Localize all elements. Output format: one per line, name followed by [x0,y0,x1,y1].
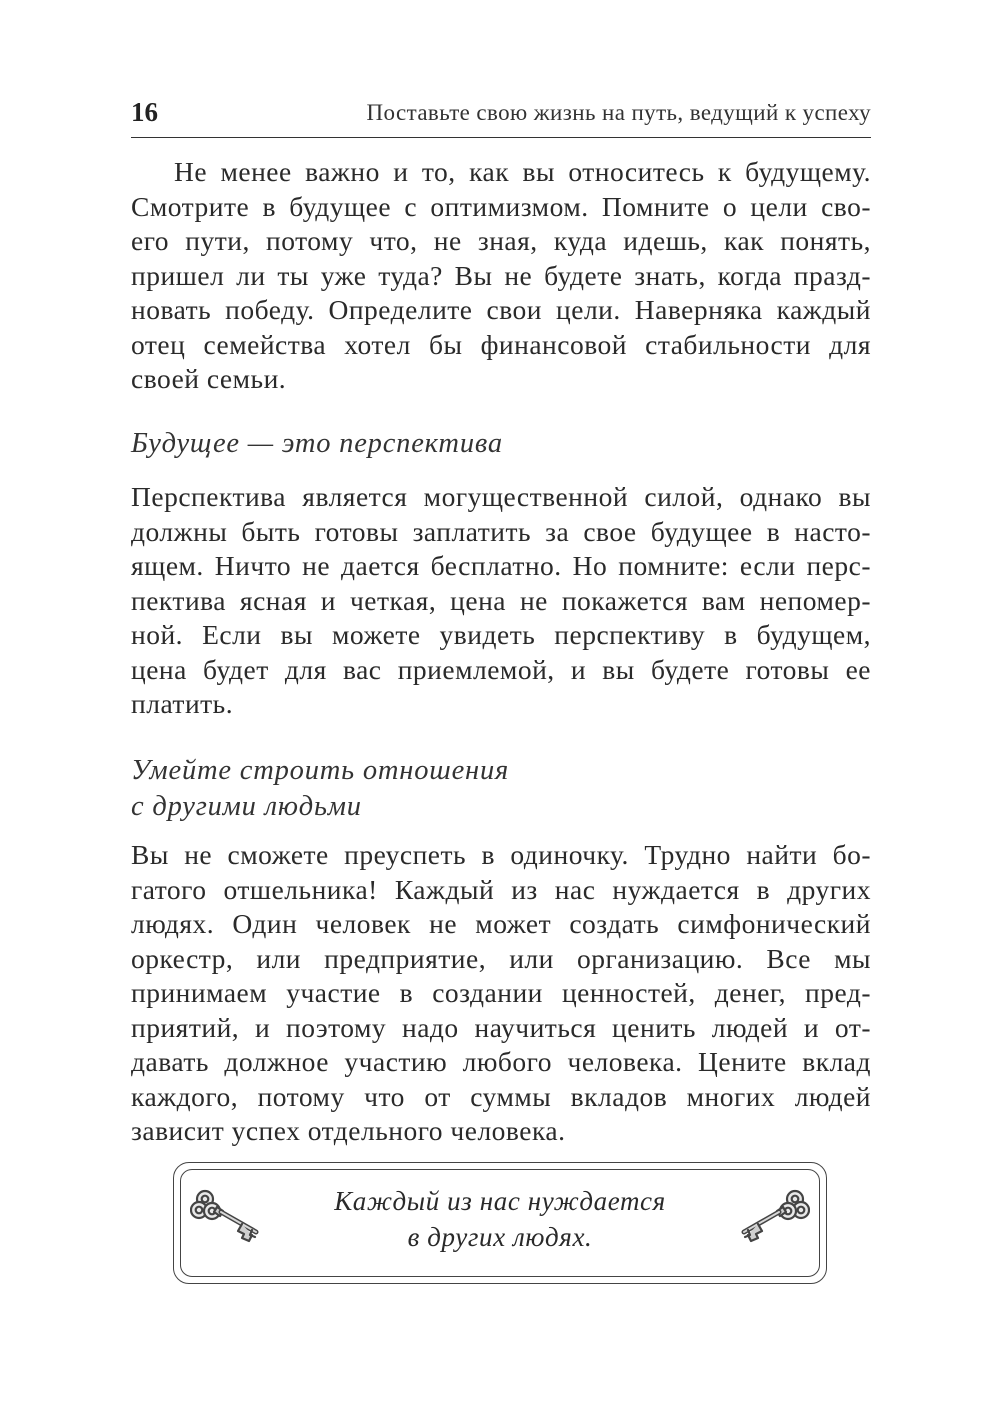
text-line: его пути, потому что, не зная, куда идешь, как понять, [131,225,871,256]
page-header [131,93,871,138]
quote-text [294,1183,706,1255]
paragraph-relationships [131,838,871,1149]
text-line: платить. [131,688,234,719]
text-line: ящем. Ничто не дается бесплатно. Но помните: если перс- [131,550,871,581]
paragraph-future-attitude [131,155,871,397]
key-icon [728,1185,810,1245]
running-title: Поставьте свою жизнь на путь, ведущий к успеху [366,100,871,125]
text-line: новать победу. Определите свои цели. Наверняка каждый [131,294,871,325]
section-heading-perspective: Будущее — это перспектива [131,428,503,459]
quote-line: Каждый из нас нуждается [334,1186,666,1216]
text-line: Перспектива является могущественной силой, однако вы [131,481,871,512]
text-line: людях. Один человек не может создать симфонический [131,908,871,939]
text-line: зависит успех отдельного человека. [131,1115,566,1146]
key-icon [190,1185,272,1245]
paragraph-perspective [131,480,871,722]
text-line: давать должное участию любого человека. Цените вклад [131,1046,871,1077]
text-line: пектива ясная и четкая, цена не покажется вам непомер- [131,584,871,616]
text-line: Вы не сможете преуспеть в одиночку. Трудно найти бо- [131,839,871,870]
text-line: цена будет для вас приемлемой, и вы будете готовы ее [131,653,871,685]
text-line: Смотрите в будущее с оптимизмом. Помните о цели сво- [131,190,871,222]
text-line: приятий, и поэтому надо научиться ценить людей и от- [131,1011,871,1043]
quote-box [173,1162,827,1284]
text-line: пришел ли ты уже туда? Вы не будете знать, когда празд- [131,259,871,291]
text-line: оркестр, или предприятие, или организацию. Все мы [131,942,871,974]
text-line: должны быть готовы заплатить за свое будущее в насто- [131,515,871,547]
quote-line: в других людях. [407,1222,593,1252]
text-line: гатого отшельника! Каждый из нас нуждается в других [131,873,871,905]
text-line: Не менее важно и то, как вы относитесь к будущему. [174,156,871,187]
text-line: каждого, потому что от суммы вкладов многих людей [131,1080,871,1112]
text-line: принимаем участие в создании ценностей, денег, пред- [131,977,871,1008]
section-heading-relationships: Умейте строить отношения с другими людьми [131,755,510,822]
text-line: своей семьи. [131,363,287,394]
text-line: ной. Если вы можете увидеть перспективу в будущем, [131,619,871,650]
text-line: отец семейства хотел бы финансовой стабильности для [131,328,871,360]
page-number: 16 [131,97,158,127]
